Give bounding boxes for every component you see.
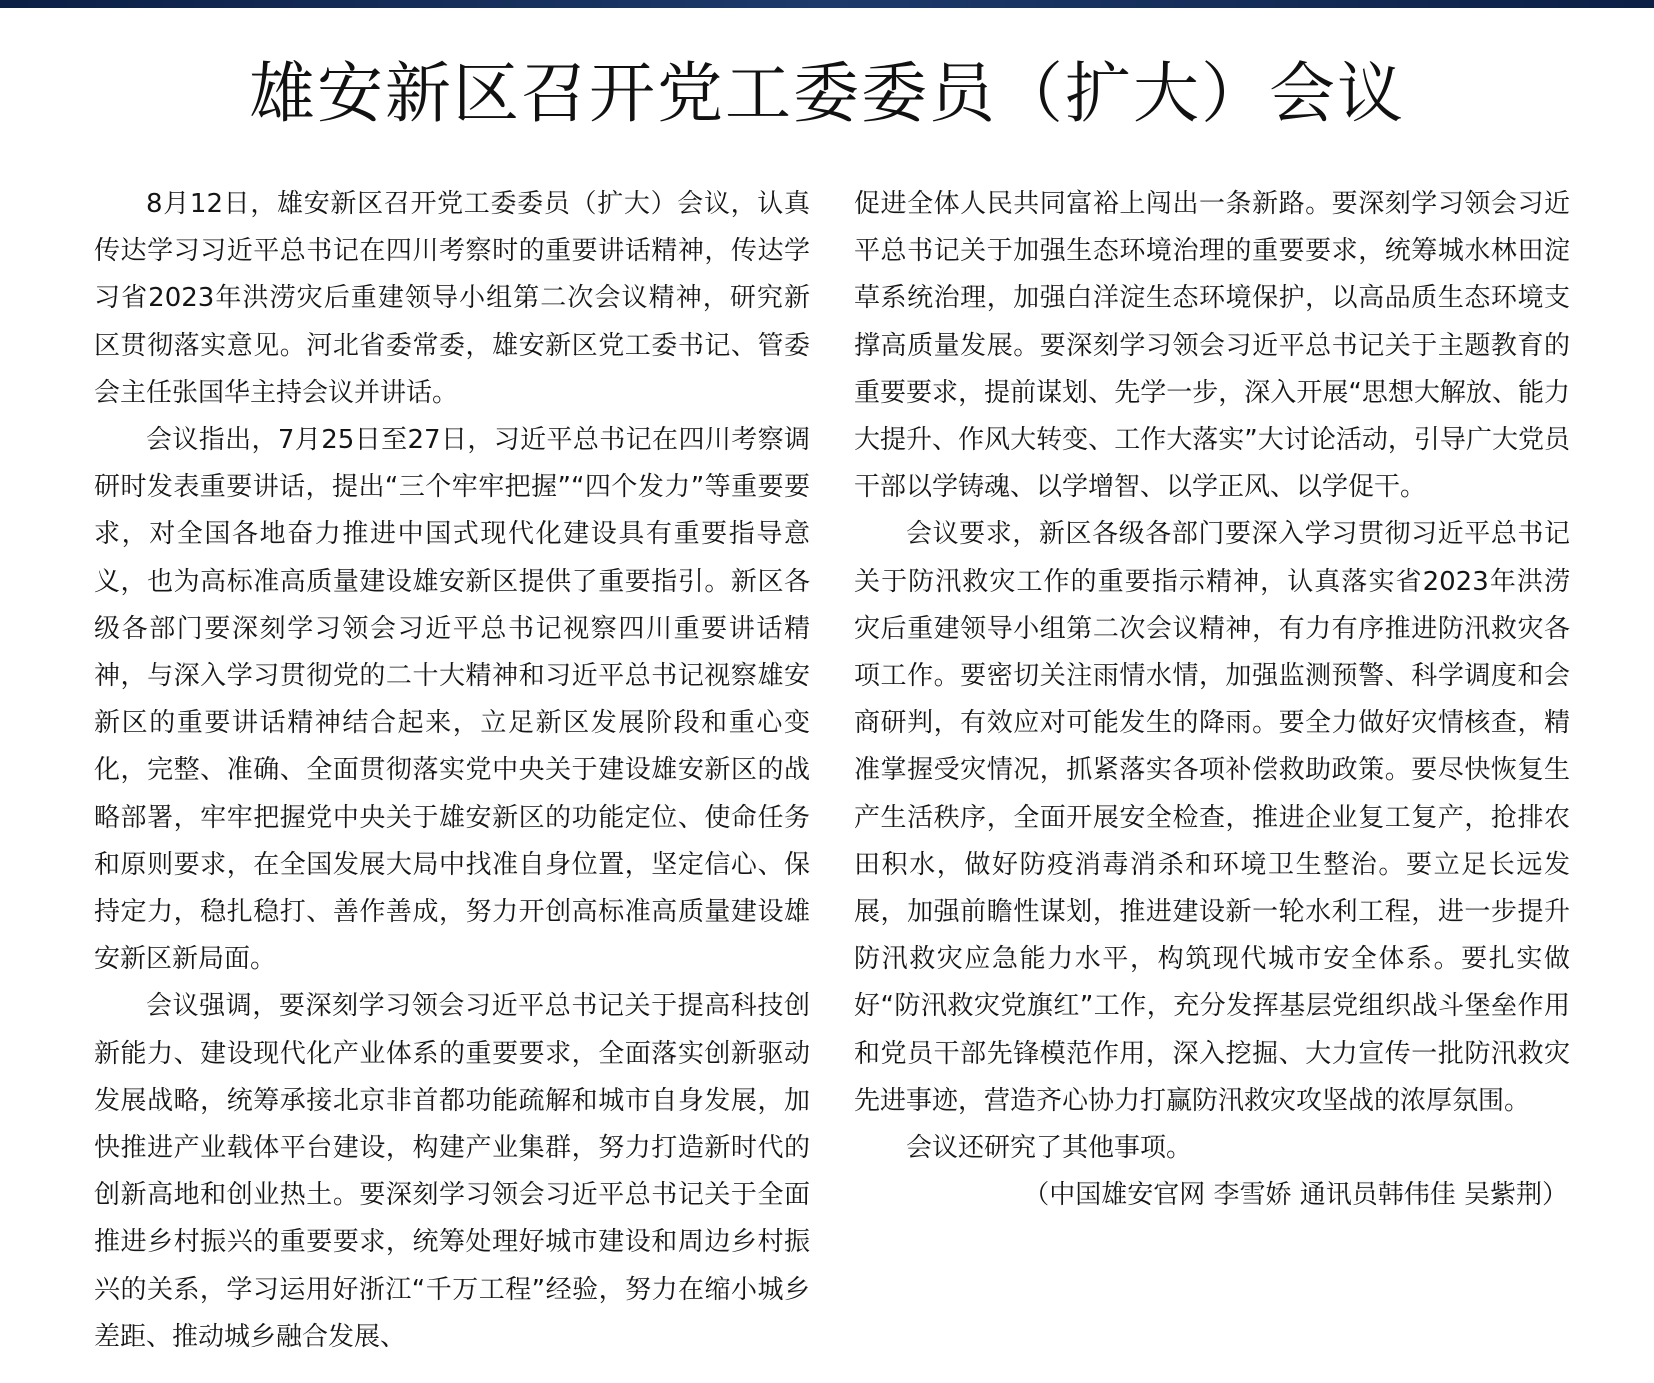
paragraph-opening: 8月12日，雄安新区召开党工委委员（扩大）会议，认真传达学习习近平总书记在四川考察时的重要讲话精神，传达学习省2023年洪涝灾后重建领导小组第二次会议精神，研究新区贯彻落实意见。河北省委常委，雄安新区党工委书记、管委会主任张国华主持会议并讲话。 (94, 189, 810, 408)
article-column-left (94, 181, 810, 1361)
article-byline: （中国雄安官网 李雪娇 通讯员韩伟佳 吴紫荆） (1023, 1180, 1568, 1211)
paragraph-meeting-required: 会议要求，新区各级各部门要深入学习贯彻习近平总书记关于防汛救灾工作的重要指示精神，认真落实省2023年洪涝灾后重建领导小组第二次会议精神，有力有序推进防汛救灾各项工作。要密切关注雨情水情，加强监测预警、科学调度和会商研判，有效应对可能发生的降雨。要全力做好灾情核查，精准掌握受灾情况，抓紧落实各项补偿救助政策。要尽快恢复生产生活秩序，全面开展安全检查，推进企业复工复产，抢排农田积水，做好防疫消毒消杀和环境卫生整治。要立足长远发展，加强前瞻性谋划，推进建设新一轮水利工程，进一步提升防汛救灾应急能力水平，构筑现代城市安全体系。要扎实做好“防汛救灾党旗红”工作，充分发挥基层党组织战斗堡垒作用和党员干部先锋模范作用，深入挖掘、大力宣传一批防汛救灾先进事迹，营造齐心协力打赢防汛救灾攻坚战的浓厚氛围。 (854, 519, 1570, 1116)
paragraph-continuation: 促进全体人民共同富裕上闯出一条新路。要深刻学习领会习近平总书记关于加强生态环境治理的重要要求，统筹城水林田淀草系统治理，加强白洋淀生态环境保护，以高品质生态环境支撑高质量发展。要深刻学习领会习近平总书记关于主题教育的重要要求，提前谋划、先学一步，深入开展“思想大解放、能力大提升、作风大转变、工作大落实”大讨论活动，引导广大党员干部以学铸魂、以学增智、以学正风、以学促干。 (854, 189, 1570, 503)
top-header-bar (0, 0, 1654, 8)
article-column-right (854, 181, 1570, 1219)
paragraph-meeting-pointed-out: 会议指出，7月25日至27日，习近平总书记在四川考察调研时发表重要讲话，提出“三个牢牢把握”“四个发力”等重要要求，对全国各地奋力推进中国式现代化建设具有重要指导意义，也为高标准高质量建设雄安新区提供了重要指引。新区各级各部门要深刻学习领会习近平总书记视察四川重要讲话精神，与深入学习贯彻党的二十大精神和习近平总书记视察雄安新区的重要讲话精神结合起来，立足新区发展阶段和重心变化，完整、准确、全面贯彻落实党中央关于建设雄安新区的战略部署，牢牢把握党中央关于雄安新区的功能定位、使命任务和原则要求，在全国发展大局中找准自身位置，坚定信心、保持定力，稳扎稳打、善作善成，努力开创高标准高质量建设雄安新区新局面。 (94, 425, 810, 975)
paragraph-other-matters: 会议还研究了其他事项。 (906, 1133, 1193, 1164)
paragraph-meeting-emphasized: 会议强调，要深刻学习领会习近平总书记关于提高科技创新能力、建设现代化产业体系的重要要求，全面落实创新驱动发展战略，统筹承接北京非首都功能疏解和城市自身发展，加快推进产业载体平台建设，构建产业集群，努力打造新时代的创新高地和创业热土。要深刻学习领会习近平总书记关于全面推进乡村振兴的重要要求，统筹处理好城市建设和周边乡村振兴的关系，学习运用好浙江“千万工程”经验，努力在缩小城乡差距、推动城乡融合发展、 (94, 991, 810, 1352)
article-title: 雄安新区召开党工委委员（扩大）会议 (249, 55, 1405, 132)
